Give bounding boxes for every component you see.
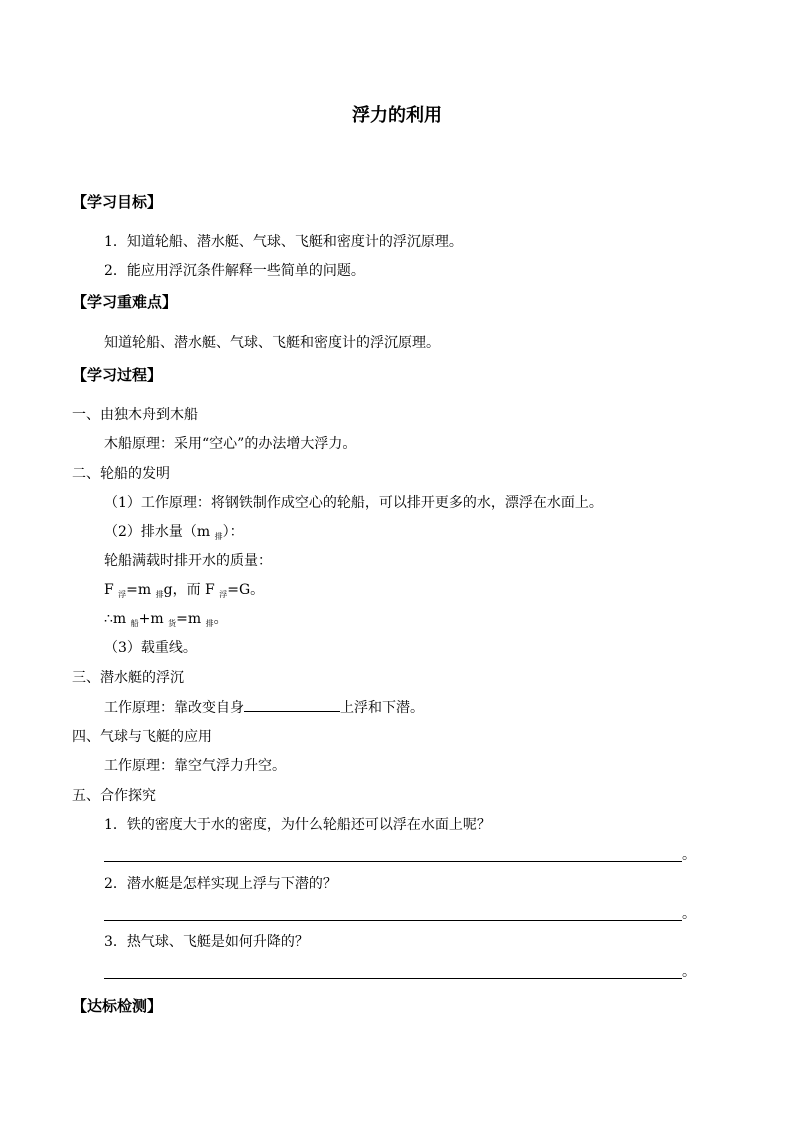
check-heading: 【达标检测】 [72,997,163,1015]
section-5-title: 五、合作探究 [72,788,156,804]
key-points-heading: 【学习重难点】 [72,293,178,311]
text: +m [138,611,164,627]
section-2-text: 轮船满载时排开水的质量： [104,553,272,569]
answer-end-3: 。 [682,964,696,980]
formula-1 [104,580,264,602]
process-heading: 【学习过程】 [72,366,163,384]
subscript: 排 [214,532,223,541]
section-1-text: 木船原理：采用“空心”的办法增大浮力。 [104,436,357,452]
text: 。 [213,611,228,627]
subscript: 浮 [219,590,228,599]
section-2-item-3: （3）载重线。 [104,640,197,656]
section-2-title: 二、轮船的发明 [72,466,170,482]
answer-end-2: 。 [682,906,696,922]
text: ∴m [104,611,127,627]
question-2: 2．潜水艇是怎样实现上浮与下潜的？ [104,876,337,892]
subscript: 排 [155,590,164,599]
goal-item-2: 2．能应用浮沉条件解释一些简单的问题。 [104,263,365,279]
section-4-title: 四、气球与飞艇的应用 [72,729,212,745]
question-1: 1．铁的密度大于水的密度，为什么轮船还可以浮在水面上呢？ [104,817,491,833]
text: ）： [222,524,244,540]
text: g，而 F [163,582,215,598]
fill-blank[interactable] [244,697,340,712]
page-title: 浮力的利用 [352,105,442,126]
subscript: 船 [130,619,139,628]
text: （2）排水量（m [104,524,211,540]
answer-end-1: 。 [682,847,696,863]
question-3: 3．热气球、飞艇是如何升降的？ [104,934,309,950]
answer-line-1[interactable] [104,860,682,862]
subscript: 浮 [118,590,127,599]
text: 上浮和下潜。 [340,700,424,716]
subscript: 货 [168,619,177,628]
answer-line-3[interactable] [104,977,682,979]
subscript: 排 [205,619,214,628]
key-points-text: 知道轮船、潜水艇、气球、飞艇和密度计的浮沉原理。 [104,335,440,351]
section-4-text: 工作原理：靠空气浮力升空。 [104,758,286,774]
goals-heading: 【学习目标】 [72,193,163,211]
section-3-title: 三、潜水艇的浮沉 [72,670,184,686]
section-2-item-1: （1）工作原理：将钢铁制作成空心的轮船，可以排开更多的水，漂浮在水面上。 [104,495,603,511]
text: =m [126,582,152,598]
text: F [104,582,114,598]
formula-2 [104,609,228,631]
section-1-title: 一、由独木舟到木船 [72,407,198,423]
answer-line-2[interactable] [104,919,682,921]
text: =m [176,611,202,627]
text: 工作原理：靠改变自身 [104,700,244,716]
section-3-text [104,697,424,718]
text: =G。 [227,582,265,598]
section-2-item-2 [104,522,244,544]
goal-item-1: 1．知道轮船、潜水艇、气球、飞艇和密度计的浮沉原理。 [104,234,463,250]
